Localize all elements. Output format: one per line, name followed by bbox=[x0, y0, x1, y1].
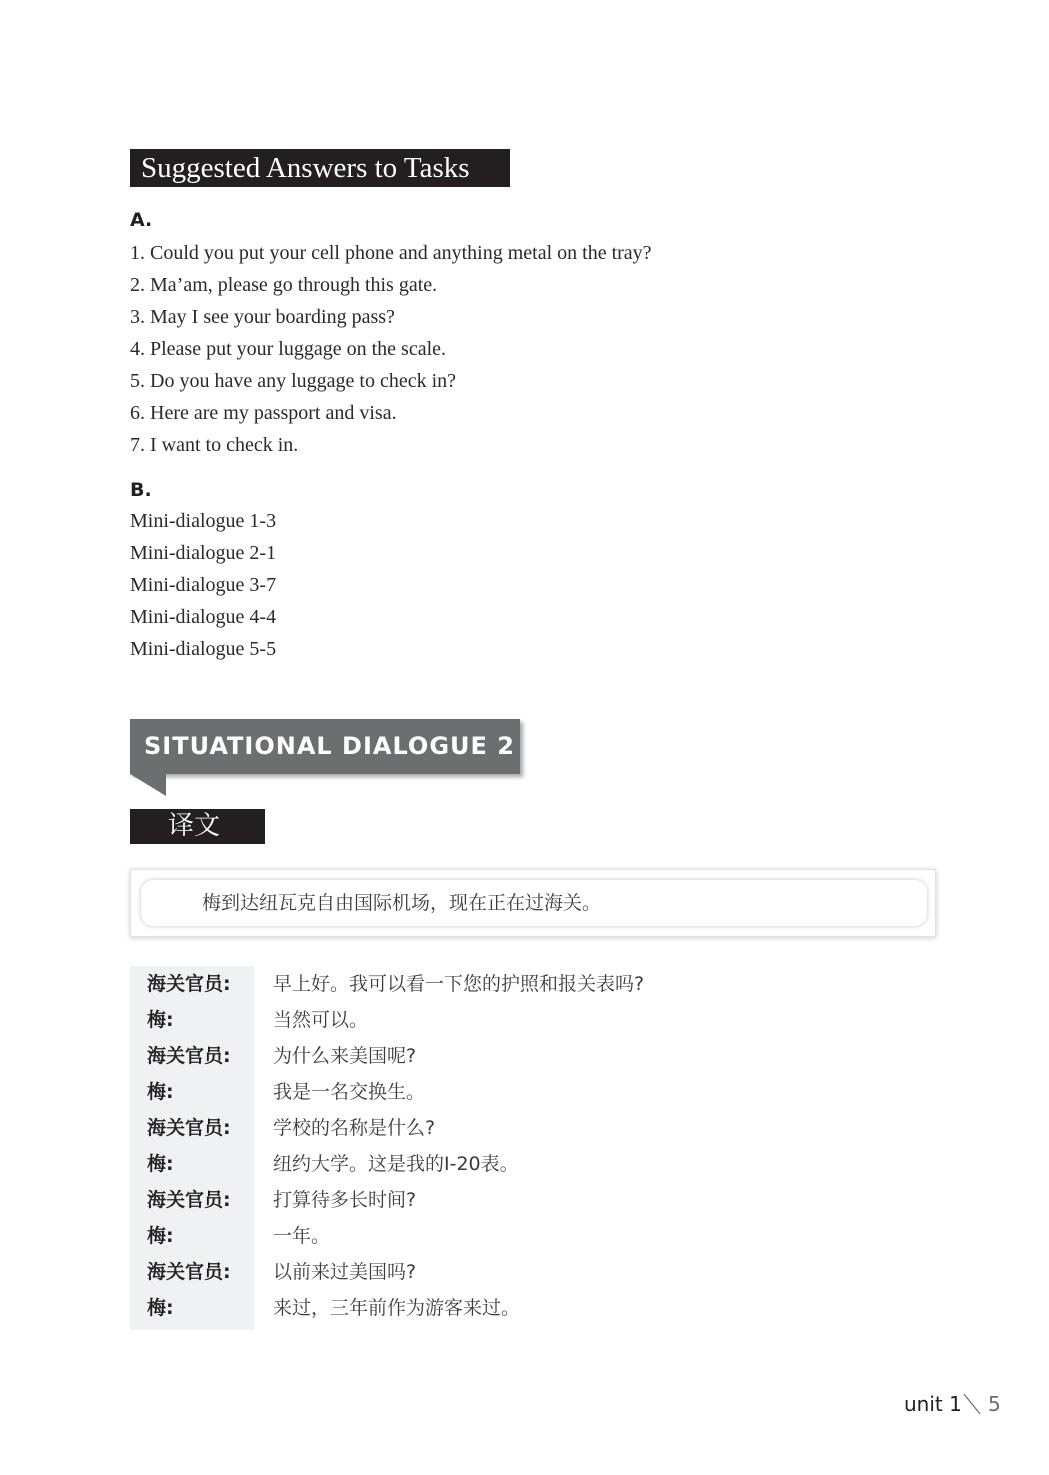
part-b-answer-list bbox=[130, 505, 276, 665]
dialogue-line: 当然可以。 bbox=[273, 1009, 369, 1031]
dialogue-row bbox=[130, 1254, 936, 1290]
mini-dialogue-item: Mini-dialogue 2-1 bbox=[130, 542, 277, 564]
mini-dialogue-item: Mini-dialogue 5-5 bbox=[130, 638, 277, 660]
page-number: 5 bbox=[988, 1392, 1001, 1416]
dialogue-row bbox=[130, 1110, 936, 1146]
answer-item: 1. Could you put your cell phone and anything metal on the tray? bbox=[130, 242, 652, 264]
slash-divider-icon bbox=[961, 1392, 983, 1416]
dialogue-line: 纽约大学。这是我的I-20表。 bbox=[273, 1153, 519, 1175]
mini-dialogue-item: Mini-dialogue 3-7 bbox=[130, 574, 277, 596]
dialogue-row bbox=[130, 966, 936, 1002]
dialogue-speaker: 梅: bbox=[147, 1297, 174, 1319]
dialogue-line: 为什么来美国呢? bbox=[273, 1045, 417, 1067]
dialogue-line: 以前来过美国吗? bbox=[273, 1261, 417, 1283]
dialogue-line: 打算待多长时间? bbox=[273, 1189, 417, 1211]
dialogue-speaker: 海关官员: bbox=[147, 1117, 231, 1139]
dialogue-row bbox=[130, 1002, 936, 1038]
answer-item: 5. Do you have any luggage to check in? bbox=[130, 370, 457, 392]
dialogue-row bbox=[130, 1218, 936, 1254]
dialogue-speaker: 梅: bbox=[147, 1153, 174, 1175]
banner-fold-decoration bbox=[130, 774, 166, 796]
dialogue-line: 早上好。我可以看一下您的护照和报关表吗? bbox=[273, 973, 645, 995]
dialogue-line: 一年。 bbox=[273, 1225, 331, 1247]
part-a-answer-list bbox=[130, 237, 652, 461]
dialogue-speaker: 海关官员: bbox=[147, 1045, 231, 1067]
dialogue-row bbox=[130, 1074, 936, 1110]
dialogue-speaker: 海关官员: bbox=[147, 1189, 231, 1211]
situational-dialogue-banner: SITUATIONAL DIALOGUE 2 bbox=[130, 719, 520, 774]
part-a-label: A. bbox=[130, 209, 153, 231]
answer-item: 3. May I see your boarding pass? bbox=[130, 306, 395, 328]
answer-item: 4. Please put your luggage on the scale. bbox=[130, 338, 447, 360]
page-footer bbox=[904, 1388, 1014, 1420]
dialogue-table bbox=[130, 966, 936, 1326]
dialogue-row bbox=[130, 1182, 936, 1218]
mini-dialogue-item: Mini-dialogue 1-3 bbox=[130, 510, 277, 532]
dialogue-speaker: 梅: bbox=[147, 1081, 174, 1103]
dialogue-line: 我是一名交换生。 bbox=[273, 1081, 426, 1103]
answer-item: 7. I want to check in. bbox=[130, 434, 299, 456]
dialogue-row bbox=[130, 1146, 936, 1182]
answer-item: 2. Ma’am, please go through this gate. bbox=[130, 274, 438, 296]
mini-dialogue-item: Mini-dialogue 4-4 bbox=[130, 606, 277, 628]
section-title-suggested-answers: Suggested Answers to Tasks bbox=[130, 149, 510, 187]
dialogue-speaker: 梅: bbox=[147, 1009, 174, 1031]
dialogue-speaker: 海关官员: bbox=[147, 973, 231, 995]
dialogue-speaker: 海关官员: bbox=[147, 1261, 231, 1283]
answer-item: 6. Here are my passport and visa. bbox=[130, 402, 397, 424]
unit-label: unit 1 bbox=[904, 1392, 962, 1416]
dialogue-row bbox=[130, 1038, 936, 1074]
dialogue-row bbox=[130, 1290, 936, 1326]
part-b-label: B. bbox=[130, 479, 152, 501]
intro-box bbox=[130, 869, 936, 937]
dialogue-line: 来过，三年前作为游客来过。 bbox=[273, 1297, 521, 1319]
intro-text: 梅到达纽瓦克自由国际机场，现在正在过海关。 bbox=[141, 880, 927, 926]
translation-label: 译文 bbox=[130, 809, 265, 844]
dialogue-line: 学校的名称是什么? bbox=[273, 1117, 436, 1139]
dialogue-speaker: 梅: bbox=[147, 1225, 174, 1247]
